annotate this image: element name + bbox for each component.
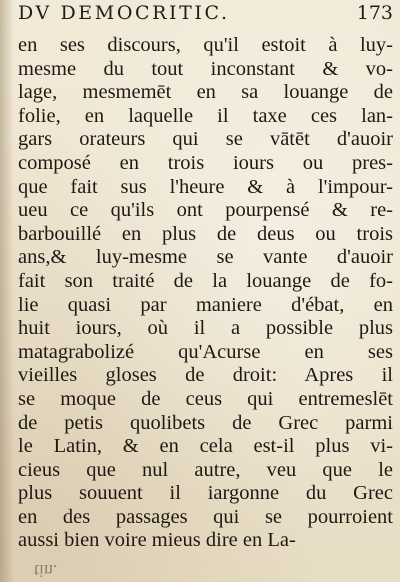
text-line-19: cieus que nul autre, veu que le (18, 458, 393, 481)
text-line-10: ans,& luy-mesme se vante d'auoir (18, 246, 393, 269)
text-line-13: huit iours, où il a possible plus (18, 317, 393, 340)
text-line-20: plus souuent il iargonne du Grec (18, 482, 393, 505)
text-line-22: aussi bien voire mieus dire en La- (18, 529, 296, 552)
text-line-8: ueu ce qu'ils ont pourpensé & re- (18, 199, 393, 222)
text-line-7: que fait sus l'heure & à l'impour- (18, 175, 393, 198)
text-line-5: gars orateurs qui se vātēt d'auoir (18, 128, 393, 151)
text-line-11: fait son traité de la louange de fo- (18, 269, 393, 292)
body-text (18, 34, 393, 553)
gutter-shadow (0, 0, 14, 582)
text-line-1: en ses discours, qu'il estoit à luy- (18, 34, 393, 56)
text-line-14: matagrabolizé qu'Acurse en ses (18, 340, 393, 363)
text-line-17: de petis quolibets de Grec parmi (18, 411, 393, 434)
page-header (18, 2, 393, 30)
text-line-2: mesme du tout inconstant & vo- (18, 57, 393, 80)
show-through-catchword: tin. (34, 561, 58, 581)
text-line-18: le Latin, & en cela est-il plus vi- (18, 435, 393, 458)
text-line-9: barbouillé en plus de deus ou trois (18, 222, 393, 245)
text-line-21: en des passages qui se pourroient (18, 505, 393, 528)
text-line-12: lie quasi par maniere d'ébat, en (18, 293, 393, 316)
text-line-3: lage, mesmemēt en sa louange de (18, 81, 393, 104)
text-line-15: vieilles gloses de droit: Apres il (18, 364, 393, 387)
text-line-16: se moque de ceus qui entremeslēt (18, 387, 393, 410)
running-head: DV DEMOCRITIC. (18, 2, 230, 24)
text-line-6: composé en trois iours ou pres- (18, 151, 393, 174)
page-number: 173 (356, 2, 393, 24)
text-line-4: folie, en laquelle il taxe ces lan- (18, 104, 393, 127)
